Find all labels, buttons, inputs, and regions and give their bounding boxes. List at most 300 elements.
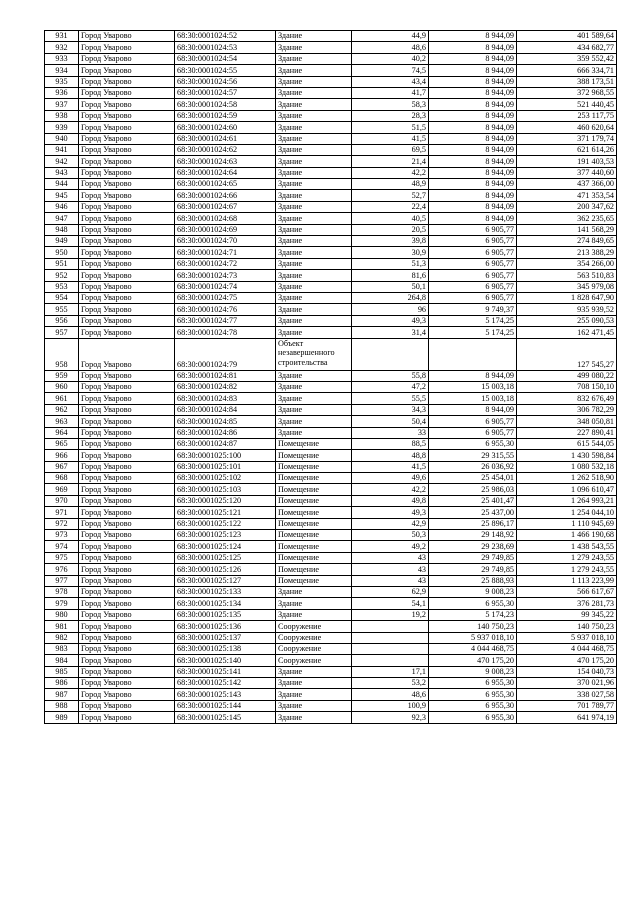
specific-value-cell: 8 944,09 [429, 122, 517, 133]
specific-value-cell: 9 008,23 [429, 666, 517, 677]
cadastral-value-cell: 362 235,65 [517, 213, 617, 224]
object-type-cell: Здание [276, 42, 352, 53]
row-number-cell: 949 [45, 236, 79, 247]
specific-value-cell: 8 944,09 [429, 76, 517, 87]
object-type-cell: Помещение [276, 450, 352, 461]
cadastral-value-cell: 372 968,55 [517, 87, 617, 98]
area-value-cell: 48,6 [352, 689, 429, 700]
cadastral-value-cell: 253 117,75 [517, 110, 617, 121]
cadastral-value-cell: 666 334,71 [517, 65, 617, 76]
cadastral-number-cell: 68:30:0001024:74 [175, 281, 276, 292]
cadastral-value-cell: 359 552,42 [517, 53, 617, 64]
object-type-cell: Здание [276, 586, 352, 597]
table-row [45, 416, 617, 427]
cadastral-value-cell: 832 676,49 [517, 393, 617, 404]
area-value-cell: 19,2 [352, 609, 429, 620]
object-type-cell: Здание [276, 144, 352, 155]
row-number-cell: 987 [45, 689, 79, 700]
cadastral-number-cell: 68:30:0001024:66 [175, 190, 276, 201]
cadastral-number-cell: 68:30:0001025:145 [175, 712, 276, 723]
settlement-name-cell: Город Уварово [79, 304, 175, 315]
row-number-cell: 972 [45, 518, 79, 529]
cadastral-value-cell: 377 440,60 [517, 167, 617, 178]
specific-value-cell: 8 944,09 [429, 213, 517, 224]
row-number-cell: 959 [45, 370, 79, 381]
table-row [45, 65, 617, 76]
object-type-cell: Здание [276, 201, 352, 212]
row-number-cell: 965 [45, 438, 79, 449]
cadastral-number-cell: 68:30:0001024:60 [175, 122, 276, 133]
specific-value-cell: 8 944,09 [429, 42, 517, 53]
area-value-cell: 43 [352, 564, 429, 575]
cadastral-value-cell: 701 789,77 [517, 700, 617, 711]
area-value-cell: 100,9 [352, 700, 429, 711]
table-row [45, 473, 617, 484]
specific-value-cell: 25 896,17 [429, 518, 517, 529]
specific-value-cell: 25 454,01 [429, 473, 517, 484]
cadastral-number-cell: 68:30:0001025:127 [175, 575, 276, 586]
table-row [45, 201, 617, 212]
cadastral-number-cell: 68:30:0001024:86 [175, 427, 276, 438]
row-number-cell: 938 [45, 110, 79, 121]
object-type-cell: Здание [276, 167, 352, 178]
object-type-cell: Здание [276, 416, 352, 427]
row-number-cell: 974 [45, 541, 79, 552]
area-value-cell: 62,9 [352, 586, 429, 597]
specific-value-cell: 8 944,09 [429, 133, 517, 144]
object-type-cell: Здание [276, 99, 352, 110]
cadastral-value-cell: 1 828 647,90 [517, 292, 617, 303]
settlement-name-cell: Город Уварово [79, 586, 175, 597]
settlement-name-cell: Город Уварово [79, 438, 175, 449]
object-type-cell: Здание [276, 281, 352, 292]
settlement-name-cell: Город Уварово [79, 495, 175, 506]
object-type-cell: Здание [276, 258, 352, 269]
settlement-name-cell: Город Уварово [79, 99, 175, 110]
settlement-name-cell: Город Уварово [79, 678, 175, 689]
cadastral-number-cell: 68:30:0001024:54 [175, 53, 276, 64]
row-number-cell: 984 [45, 655, 79, 666]
table-row [45, 304, 617, 315]
specific-value-cell: 8 944,09 [429, 144, 517, 155]
table-row [45, 110, 617, 121]
object-type-cell: Здание [276, 133, 352, 144]
specific-value-cell [429, 338, 517, 370]
object-type-cell: Здание [276, 65, 352, 76]
object-type-cell: Помещение [276, 507, 352, 518]
area-value-cell: 42,9 [352, 518, 429, 529]
settlement-name-cell: Город Уварово [79, 270, 175, 281]
row-number-cell: 976 [45, 564, 79, 575]
area-value-cell: 33 [352, 427, 429, 438]
cadastral-number-cell: 68:30:0001024:69 [175, 224, 276, 235]
settlement-name-cell: Город Уварово [79, 473, 175, 484]
object-type-cell: Здание [276, 678, 352, 689]
table-row [45, 270, 617, 281]
settlement-name-cell: Город Уварово [79, 224, 175, 235]
row-number-cell: 948 [45, 224, 79, 235]
cadastral-value-cell: 191 403,53 [517, 156, 617, 167]
cadastral-value-cell: 162 471,45 [517, 327, 617, 338]
area-value-cell: 21,4 [352, 156, 429, 167]
area-value-cell: 20,5 [352, 224, 429, 235]
cadastral-value-cell: 140 750,23 [517, 621, 617, 632]
cadastral-number-cell: 68:30:0001024:82 [175, 381, 276, 392]
table-row [45, 700, 617, 711]
area-value-cell: 96 [352, 304, 429, 315]
cadastral-number-cell: 68:30:0001024:75 [175, 292, 276, 303]
area-value-cell: 31,4 [352, 327, 429, 338]
row-number-cell: 944 [45, 179, 79, 190]
cadastral-number-cell: 68:30:0001025:141 [175, 666, 276, 677]
area-value-cell: 41,5 [352, 133, 429, 144]
object-type-cell: Помещение [276, 530, 352, 541]
object-type-cell: Здание [276, 270, 352, 281]
object-type-cell: Здание [276, 370, 352, 381]
table-row [45, 598, 617, 609]
object-type-cell: Помещение [276, 518, 352, 529]
object-type-cell: Здание [276, 31, 352, 42]
table-row [45, 338, 617, 370]
row-number-cell: 952 [45, 270, 79, 281]
area-value-cell: 264,8 [352, 292, 429, 303]
cadastral-value-cell: 401 589,64 [517, 31, 617, 42]
settlement-name-cell: Город Уварово [79, 700, 175, 711]
specific-value-cell: 29 315,55 [429, 450, 517, 461]
object-type-cell: Здание [276, 156, 352, 167]
settlement-name-cell: Город Уварово [79, 404, 175, 415]
specific-value-cell: 8 944,09 [429, 87, 517, 98]
settlement-name-cell: Город Уварово [79, 416, 175, 427]
cadastral-value-cell: 345 979,08 [517, 281, 617, 292]
specific-value-cell: 29 749,85 [429, 564, 517, 575]
area-value-cell: 58,3 [352, 99, 429, 110]
table-row [45, 122, 617, 133]
row-number-cell: 969 [45, 484, 79, 495]
table-row [45, 564, 617, 575]
cadastral-number-cell: 68:30:0001025:126 [175, 564, 276, 575]
table-row [45, 213, 617, 224]
object-type-cell: Здание [276, 190, 352, 201]
settlement-name-cell: Город Уварово [79, 42, 175, 53]
table-row [45, 224, 617, 235]
specific-value-cell: 8 944,09 [429, 156, 517, 167]
object-type-cell: Сооружение [276, 621, 352, 632]
cadastral-value-cell: 4 044 468,75 [517, 643, 617, 654]
specific-value-cell: 8 944,09 [429, 65, 517, 76]
settlement-name-cell: Город Уварово [79, 133, 175, 144]
cadastral-number-cell: 68:30:0001024:68 [175, 213, 276, 224]
object-type-cell: Помещение [276, 541, 352, 552]
cadastral-number-cell: 68:30:0001024:53 [175, 42, 276, 53]
cadastral-number-cell: 68:30:0001025:103 [175, 484, 276, 495]
area-value-cell [352, 655, 429, 666]
table-row [45, 438, 617, 449]
area-value-cell: 44,9 [352, 31, 429, 42]
cadastral-value-cell: 1 279 243,55 [517, 564, 617, 575]
row-number-cell: 978 [45, 586, 79, 597]
specific-value-cell: 5 174,23 [429, 609, 517, 620]
cadastral-number-cell: 68:30:0001024:52 [175, 31, 276, 42]
cadastral-value-table [44, 30, 617, 724]
settlement-name-cell: Город Уварово [79, 541, 175, 552]
row-number-cell: 956 [45, 315, 79, 326]
cadastral-value-cell: 437 366,00 [517, 179, 617, 190]
table-row [45, 53, 617, 64]
row-number-cell: 979 [45, 598, 79, 609]
object-type-cell: Здание [276, 110, 352, 121]
cadastral-value-cell: 471 353,54 [517, 190, 617, 201]
cadastral-number-cell: 68:30:0001025:122 [175, 518, 276, 529]
cadastral-number-cell: 68:30:0001024:87 [175, 438, 276, 449]
row-number-cell: 981 [45, 621, 79, 632]
table-row [45, 247, 617, 258]
cadastral-number-cell: 68:30:0001025:120 [175, 495, 276, 506]
cadastral-number-cell: 68:30:0001024:71 [175, 247, 276, 258]
row-number-cell: 941 [45, 144, 79, 155]
specific-value-cell: 25 986,03 [429, 484, 517, 495]
table-row [45, 541, 617, 552]
table-row [45, 643, 617, 654]
table-row [45, 327, 617, 338]
cadastral-number-cell: 68:30:0001024:55 [175, 65, 276, 76]
table-row [45, 133, 617, 144]
cadastral-value-cell: 935 939,52 [517, 304, 617, 315]
cadastral-number-cell: 68:30:0001024:64 [175, 167, 276, 178]
area-value-cell: 48,9 [352, 179, 429, 190]
settlement-name-cell: Город Уварово [79, 247, 175, 258]
row-number-cell: 943 [45, 167, 79, 178]
settlement-name-cell: Город Уварово [79, 598, 175, 609]
object-type-cell: Здание [276, 213, 352, 224]
cadastral-number-cell: 68:30:0001024:67 [175, 201, 276, 212]
settlement-name-cell: Город Уварово [79, 31, 175, 42]
specific-value-cell: 8 944,09 [429, 201, 517, 212]
settlement-name-cell: Город Уварово [79, 655, 175, 666]
area-value-cell: 50,1 [352, 281, 429, 292]
cadastral-number-cell: 68:30:0001024:65 [175, 179, 276, 190]
specific-value-cell: 8 944,09 [429, 167, 517, 178]
table-body [45, 31, 617, 724]
object-type-cell: Помещение [276, 473, 352, 484]
table-row [45, 586, 617, 597]
settlement-name-cell: Город Уварово [79, 201, 175, 212]
cadastral-number-cell: 68:30:0001024:62 [175, 144, 276, 155]
cadastral-number-cell: 68:30:0001024:85 [175, 416, 276, 427]
settlement-name-cell: Город Уварово [79, 609, 175, 620]
cadastral-value-cell: 621 614,26 [517, 144, 617, 155]
area-value-cell: 48,6 [352, 42, 429, 53]
table-row [45, 530, 617, 541]
row-number-cell: 934 [45, 65, 79, 76]
row-number-cell: 982 [45, 632, 79, 643]
object-type-cell: Помещение [276, 552, 352, 563]
table-row [45, 552, 617, 563]
cadastral-value-cell: 615 544,05 [517, 438, 617, 449]
settlement-name-cell: Город Уварово [79, 427, 175, 438]
object-type-cell: Здание [276, 53, 352, 64]
row-number-cell: 988 [45, 700, 79, 711]
specific-value-cell: 25 401,47 [429, 495, 517, 506]
cadastral-value-cell: 99 345,22 [517, 609, 617, 620]
area-value-cell: 34,3 [352, 404, 429, 415]
area-value-cell: 22,4 [352, 201, 429, 212]
object-type-cell: Сооружение [276, 632, 352, 643]
specific-value-cell: 8 944,09 [429, 31, 517, 42]
object-type-cell: Здание [276, 689, 352, 700]
table-row [45, 179, 617, 190]
row-number-cell: 945 [45, 190, 79, 201]
table-row [45, 167, 617, 178]
cadastral-value-cell: 274 849,65 [517, 236, 617, 247]
object-type-cell: Здание [276, 609, 352, 620]
row-number-cell: 937 [45, 99, 79, 110]
row-number-cell: 964 [45, 427, 79, 438]
settlement-name-cell: Город Уварово [79, 461, 175, 472]
row-number-cell: 961 [45, 393, 79, 404]
settlement-name-cell: Город Уварово [79, 65, 175, 76]
cadastral-value-cell: 1 438 543,55 [517, 541, 617, 552]
area-value-cell: 51,5 [352, 122, 429, 133]
row-number-cell: 985 [45, 666, 79, 677]
object-type-cell: Здание [276, 712, 352, 723]
specific-value-cell: 8 944,09 [429, 99, 517, 110]
object-type-cell: Здание [276, 381, 352, 392]
settlement-name-cell: Город Уварово [79, 552, 175, 563]
settlement-name-cell: Город Уварово [79, 213, 175, 224]
area-value-cell: 49,3 [352, 507, 429, 518]
area-value-cell: 49,8 [352, 495, 429, 506]
table-row [45, 678, 617, 689]
object-type-cell: Здание [276, 224, 352, 235]
cadastral-number-cell: 68:30:0001025:124 [175, 541, 276, 552]
object-type-cell: Здание [276, 666, 352, 677]
settlement-name-cell: Город Уварово [79, 575, 175, 586]
area-value-cell: 47,2 [352, 381, 429, 392]
table-row [45, 381, 617, 392]
object-type-cell: Здание [276, 327, 352, 338]
cadastral-value-cell: 1 262 518,90 [517, 473, 617, 484]
table-row [45, 575, 617, 586]
table-row [45, 31, 617, 42]
settlement-name-cell: Город Уварово [79, 167, 175, 178]
object-type-cell: Здание [276, 179, 352, 190]
cadastral-number-cell: 68:30:0001025:142 [175, 678, 276, 689]
cadastral-number-cell: 68:30:0001024:57 [175, 87, 276, 98]
settlement-name-cell: Город Уварово [79, 144, 175, 155]
object-type-cell: Здание [276, 304, 352, 315]
settlement-name-cell: Город Уварово [79, 76, 175, 87]
cadastral-number-cell: 68:30:0001025:140 [175, 655, 276, 666]
object-type-cell: Помещение [276, 575, 352, 586]
settlement-name-cell: Город Уварово [79, 621, 175, 632]
specific-value-cell: 6 905,77 [429, 427, 517, 438]
cadastral-value-cell: 1 279 243,55 [517, 552, 617, 563]
cadastral-value-cell: 200 347,62 [517, 201, 617, 212]
row-number-cell: 932 [45, 42, 79, 53]
cadastral-number-cell: 68:30:0001024:77 [175, 315, 276, 326]
cadastral-value-cell: 141 568,29 [517, 224, 617, 235]
specific-value-cell: 5 937 018,10 [429, 632, 517, 643]
area-value-cell: 52,7 [352, 190, 429, 201]
cadastral-value-cell: 641 974,19 [517, 712, 617, 723]
row-number-cell: 967 [45, 461, 79, 472]
area-value-cell: 30,9 [352, 247, 429, 258]
object-type-cell: Здание [276, 247, 352, 258]
cadastral-number-cell: 68:30:0001025:138 [175, 643, 276, 654]
row-number-cell: 957 [45, 327, 79, 338]
cadastral-number-cell: 68:30:0001025:134 [175, 598, 276, 609]
specific-value-cell: 6 905,77 [429, 281, 517, 292]
specific-value-cell: 6 905,77 [429, 247, 517, 258]
cadastral-value-cell: 354 266,00 [517, 258, 617, 269]
row-number-cell: 960 [45, 381, 79, 392]
area-value-cell [352, 338, 429, 370]
cadastral-value-cell: 227 890,41 [517, 427, 617, 438]
settlement-name-cell: Город Уварово [79, 643, 175, 654]
table-row [45, 144, 617, 155]
cadastral-number-cell: 68:30:0001024:76 [175, 304, 276, 315]
object-type-cell: Помещение [276, 461, 352, 472]
area-value-cell: 41,5 [352, 461, 429, 472]
table-row [45, 495, 617, 506]
object-type-cell: Здание [276, 292, 352, 303]
specific-value-cell: 6 905,77 [429, 416, 517, 427]
cadastral-value-cell: 348 050,81 [517, 416, 617, 427]
area-value-cell: 69,5 [352, 144, 429, 155]
row-number-cell: 942 [45, 156, 79, 167]
table-row [45, 236, 617, 247]
cadastral-number-cell: 68:30:0001024:79 [175, 338, 276, 370]
row-number-cell: 931 [45, 31, 79, 42]
area-value-cell: 43 [352, 552, 429, 563]
cadastral-value-cell: 154 040,73 [517, 666, 617, 677]
cadastral-value-cell: 460 620,64 [517, 122, 617, 133]
settlement-name-cell: Город Уварово [79, 632, 175, 643]
settlement-name-cell: Город Уварово [79, 712, 175, 723]
cadastral-number-cell: 68:30:0001024:58 [175, 99, 276, 110]
cadastral-value-cell: 1 264 993,21 [517, 495, 617, 506]
cadastral-value-cell: 521 440,45 [517, 99, 617, 110]
specific-value-cell: 8 944,09 [429, 190, 517, 201]
row-number-cell: 953 [45, 281, 79, 292]
cadastral-value-cell: 1 430 598,84 [517, 450, 617, 461]
table-row [45, 393, 617, 404]
area-value-cell: 55,5 [352, 393, 429, 404]
table-row [45, 632, 617, 643]
settlement-name-cell: Город Уварово [79, 156, 175, 167]
settlement-name-cell: Город Уварово [79, 190, 175, 201]
row-number-cell: 973 [45, 530, 79, 541]
cadastral-value-cell: 1 466 190,68 [517, 530, 617, 541]
row-number-cell: 963 [45, 416, 79, 427]
area-value-cell: 54,1 [352, 598, 429, 609]
table-row [45, 518, 617, 529]
cadastral-number-cell: 68:30:0001024:84 [175, 404, 276, 415]
row-number-cell: 935 [45, 76, 79, 87]
row-number-cell: 933 [45, 53, 79, 64]
table-row [45, 450, 617, 461]
row-number-cell: 955 [45, 304, 79, 315]
specific-value-cell: 140 750,23 [429, 621, 517, 632]
table-row [45, 484, 617, 495]
area-value-cell: 41,7 [352, 87, 429, 98]
table-row [45, 99, 617, 110]
cadastral-number-cell: 68:30:0001025:121 [175, 507, 276, 518]
cadastral-value-cell: 255 090,53 [517, 315, 617, 326]
cadastral-value-cell: 470 175,20 [517, 655, 617, 666]
settlement-name-cell: Город Уварово [79, 179, 175, 190]
